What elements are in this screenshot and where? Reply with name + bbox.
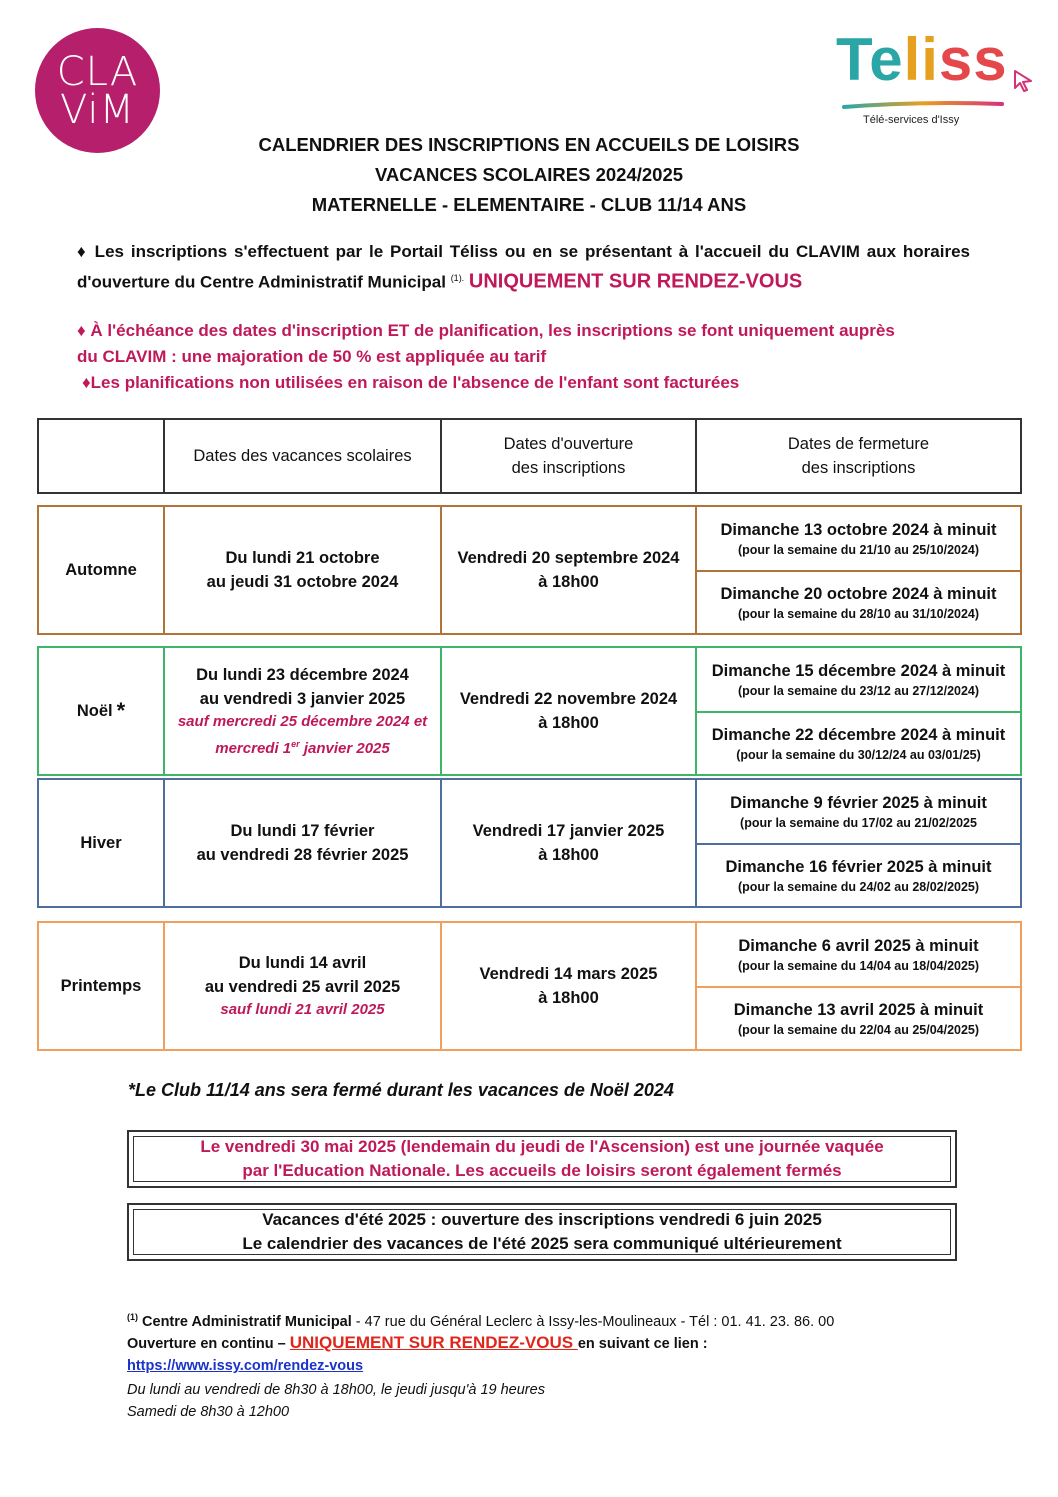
header-empty-cell — [39, 420, 165, 492]
header-opening-line-1: Dates d'ouverture — [503, 435, 634, 453]
club-closure-footnote: *Le Club 11/14 ans sera fermé durant les vacances de Noël 2024 — [128, 1080, 674, 1100]
header-opening-line-2: des inscriptions — [511, 459, 626, 477]
header-vacation-dates — [165, 420, 442, 492]
bottom-ouverture-line — [127, 1331, 977, 1356]
opening-time: à 18h00 — [538, 714, 599, 732]
bottom-hours-weekday-text: Du lundi au vendredi de 8h30 à 18h00, le jeudi jusqu'à 19 heures — [127, 1382, 545, 1398]
season-opening-cell — [442, 648, 697, 774]
teliss-letter-e: e — [869, 26, 904, 93]
bottom-hours-saturday-text: Samedi de 8h30 à 12h00 — [127, 1404, 290, 1420]
closing-week-range: (pour la semaine du 24/02 au 28/02/2025) — [737, 879, 980, 894]
teliss-letters-ss: ss — [938, 26, 1008, 93]
season-name-cell — [39, 648, 165, 774]
vacation-exception-sup: er — [291, 738, 300, 749]
season-opening-cell — [442, 923, 697, 1049]
closing-cell-week-1 — [697, 923, 1020, 986]
table-header — [37, 418, 1022, 494]
intro-p3: ♦Les planifications non utilisées en raison de l'absence de l'enfant sont facturées — [82, 373, 740, 392]
closing-week-range: (pour la semaine du 21/10 au 25/10/2024) — [737, 542, 980, 557]
closing-cell-week-2 — [697, 843, 1020, 906]
closing-date: Dimanche 6 avril 2025 à minuit — [738, 936, 979, 955]
bottom-link-line — [127, 1355, 977, 1378]
title-line-1: CALENDRIER DES INSCRIPTIONS EN ACCUEILS DE LOISIRS — [258, 134, 800, 155]
summer-notice-line-1: Vacances d'été 2025 : ouverture des inscriptions vendredi 6 juin 2025 — [262, 1210, 822, 1229]
header-closing-line-1: Dates de fermeture — [787, 435, 930, 453]
season-block-noël — [37, 646, 1022, 776]
teliss-logo — [836, 25, 1036, 130]
teliss-wordmark — [836, 25, 1008, 94]
vacation-dates-line-1: Du lundi 21 octobre — [225, 549, 380, 567]
closing-week-range: (pour la semaine du 14/04 au 18/04/2025) — [737, 958, 980, 973]
closing-week-range: (pour la semaine du 23/12 au 27/12/2024) — [737, 683, 980, 698]
bottom-centre-label: Centre Administratif Municipal — [142, 1313, 352, 1330]
vacation-dates-line-1: Du lundi 17 février — [230, 822, 375, 840]
bottom-centre-address: - 47 rue du Général Leclerc à Issy-les-Moulineaux - Tél : 01. 41. 23. 86. 00 — [351, 1313, 835, 1330]
bottom-ouverture-prefix: Ouverture en continu – — [127, 1336, 290, 1352]
closing-week-range: (pour la semaine du 22/04 au 25/04/2025) — [737, 1022, 980, 1037]
ascension-notice-line-2: par l'Education Nationale. Les accueils de loisirs seront également fermés — [242, 1161, 842, 1180]
season-name: Hiver — [80, 834, 122, 852]
bottom-hours-weekday — [127, 1379, 977, 1402]
closing-cell-week-1 — [697, 780, 1020, 843]
header-opening-dates — [442, 420, 697, 492]
season-star-marker: * — [116, 698, 126, 723]
ascension-notice-box — [127, 1130, 957, 1188]
closing-cell-week-1 — [697, 507, 1020, 570]
bottom-appointment-only: UNIQUEMENT SUR RENDEZ-VOUS — [289, 1333, 578, 1352]
season-vacation-dates-cell — [165, 923, 442, 1049]
opening-time: à 18h00 — [538, 573, 599, 591]
intro-p2-line-1: ♦ À l'échéance des dates d'inscription ET de planification, les inscriptions se font uniquement auprès — [77, 321, 895, 340]
bottom-centre-line — [127, 1306, 977, 1334]
opening-date: Vendredi 17 janvier 2025 — [472, 822, 665, 840]
clavim-logo-line1: CLA — [56, 48, 139, 95]
teliss-swoosh-icon — [842, 99, 1007, 111]
cursor-arrow-icon — [1012, 69, 1034, 93]
season-block-automne — [37, 505, 1022, 635]
season-name: Automne — [65, 561, 137, 579]
closing-date: Dimanche 20 octobre 2024 à minuit — [720, 584, 997, 603]
closing-cell-week-1 — [697, 648, 1020, 711]
summer-notice-box — [127, 1203, 957, 1261]
closing-week-range: (pour la semaine du 17/02 au 21/02/2025 — [740, 815, 977, 830]
season-opening-cell — [442, 507, 697, 633]
season-opening-cell — [442, 780, 697, 906]
season-name: Printemps — [60, 977, 142, 995]
vacation-exception-line-1: sauf mercredi 25 décembre 2024 et — [177, 712, 428, 730]
summer-notice-line-2: Le calendrier des vacances de l'été 2025 sera communiqué ultérieurement — [242, 1234, 842, 1253]
clavim-logo-line2: ViM — [59, 86, 136, 133]
vacation-dates-line-1: Du lundi 14 avril — [238, 954, 367, 972]
teliss-letters-li: li — [903, 26, 939, 93]
closing-week-range: (pour la semaine du 28/10 au 31/10/2024) — [737, 606, 980, 621]
title-line-3: MATERNELLE - ELEMENTAIRE - CLUB 11/14 ANS — [311, 194, 747, 215]
closing-cell-week-2 — [697, 711, 1020, 774]
opening-date: Vendredi 20 septembre 2024 — [457, 549, 680, 567]
season-name: Noël — [76, 702, 113, 720]
closing-date: Dimanche 9 février 2025 à minuit — [730, 793, 987, 812]
intro-p1-appointment-only: UNIQUEMENT SUR RENDEZ-VOUS — [468, 270, 803, 293]
header-closing-line-2: des inscriptions — [801, 459, 916, 477]
vacation-dates-line-2: au vendredi 28 février 2025 — [196, 846, 409, 864]
bottom-sup: (1) — [127, 1312, 138, 1322]
intro-p2-line-2: du CLAVIM : une majoration de 50 % est appliquée au tarif — [77, 347, 547, 366]
closing-date: Dimanche 15 décembre 2024 à minuit — [711, 661, 1006, 680]
closing-week-range: (pour la semaine du 30/12/24 au 03/01/25) — [736, 747, 981, 762]
ascension-notice-line-1: Le vendredi 30 mai 2025 (lendemain du jeudi de l'Ascension) est une journée vaquée — [200, 1137, 884, 1156]
teliss-letter-t: T — [836, 26, 870, 93]
closing-date: Dimanche 22 décembre 2024 à minuit — [711, 725, 1006, 744]
season-name-cell — [39, 923, 165, 1049]
header-closing-dates — [697, 420, 1020, 492]
vacation-dates-line-2: au vendredi 3 janvier 2025 — [199, 689, 406, 708]
intro-paragraph-1 — [77, 239, 970, 296]
bottom-hours-saturday — [127, 1401, 977, 1424]
teliss-subtitle: Télé-services d'Issy — [863, 114, 960, 126]
vacation-exception-line-2 — [215, 733, 389, 760]
closing-date: Dimanche 13 octobre 2024 à minuit — [720, 520, 997, 539]
opening-time: à 18h00 — [538, 989, 599, 1007]
season-vacation-dates-cell — [165, 648, 442, 774]
season-name-cell — [39, 507, 165, 633]
season-vacation-dates-cell — [165, 507, 442, 633]
closing-cell-week-2 — [697, 986, 1020, 1049]
opening-date: Vendredi 22 novembre 2024 — [459, 690, 678, 708]
intro-p1-text: ♦ Les inscriptions s'effectuent par le Portail Téliss ou en se présentant à l'accueil du CLAVIM aux horaires d'ouverture du Centre Administratif Municipal — [77, 242, 970, 292]
vacation-exception-line-1: sauf lundi 21 avril 2025 — [220, 1001, 385, 1018]
season-block-printemps — [37, 921, 1022, 1051]
opening-time: à 18h00 — [538, 846, 599, 864]
vacation-dates-line-2: au jeudi 31 octobre 2024 — [206, 573, 399, 591]
closing-cell-week-2 — [697, 570, 1020, 633]
season-vacation-dates-cell — [165, 780, 442, 906]
opening-date: Vendredi 14 mars 2025 — [479, 965, 658, 983]
closing-date: Dimanche 16 février 2025 à minuit — [725, 857, 992, 876]
bottom-ouverture-suffix: en suivant ce lien : — [577, 1336, 708, 1352]
title-line-2: VACANCES SCOLAIRES 2024/2025 — [374, 164, 684, 185]
intro-p1-sup: (1). — [450, 273, 465, 283]
closing-date: Dimanche 13 avril 2025 à minuit — [733, 1000, 984, 1019]
vacation-dates-line-1: Du lundi 23 décembre 2024 — [196, 665, 409, 684]
season-name-cell — [39, 780, 165, 906]
header-vacation-dates-label: Dates des vacances scolaires — [193, 447, 412, 465]
vacation-exception-part-a: mercredi 1 — [215, 739, 292, 757]
rendez-vous-link[interactable]: https://www.issy.com/rendez-vous — [127, 1358, 364, 1374]
vacation-dates-line-2: au vendredi 25 avril 2025 — [204, 978, 401, 996]
vacation-exception-part-b: janvier 2025 — [299, 739, 390, 757]
season-block-hiver — [37, 778, 1022, 908]
